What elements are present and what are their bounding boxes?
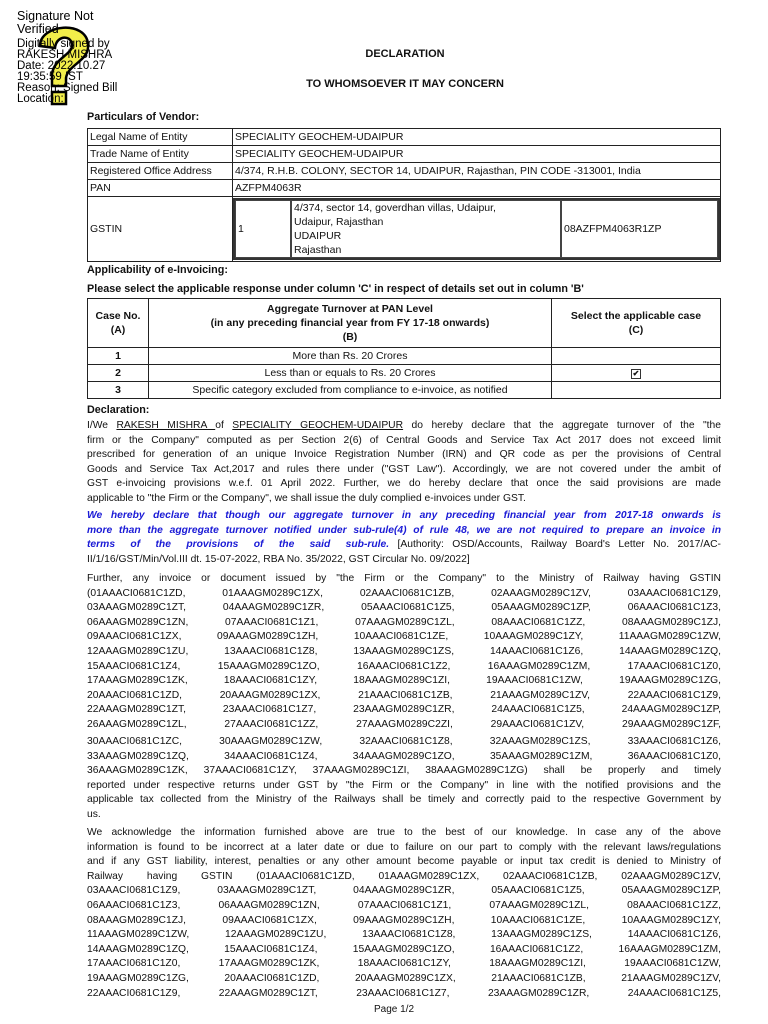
field-label: Legal Name of Entity — [88, 129, 233, 146]
further-paragraph-continued — [87, 735, 721, 823]
text-line: 36AAAGM0289C1ZK, 37AAACI0681C1ZY, 37AAAGM0289C1ZI, 38AAAGM0289C1ZG) shall be properly and timely — [87, 765, 721, 777]
gstin-cell — [233, 197, 721, 262]
blue-declaration-paragraph — [87, 509, 721, 567]
column-header-b: Aggregate Turnover at PAN Level (in any preceding financial year from FY 17-18 onwards) (B) — [149, 299, 552, 348]
text-line: 09AAACI0681C1ZX, 09AAAGM0289C1ZH, 10AAACI0681C1ZE, 10AAAGM0289C1ZY, 11AAAGM0289C1ZW, — [87, 631, 721, 643]
einvoice-heading: Applicability of e-Invoicing: — [87, 264, 228, 276]
text-line: us. — [87, 808, 101, 820]
gstin-inner-table — [233, 198, 720, 260]
page-number: Page 1/2 — [373, 1004, 415, 1015]
field-label: GSTIN — [88, 197, 233, 262]
acknowledge-paragraph — [87, 826, 721, 1001]
text-line: 26AAAGM0289C1ZL, 27AAACI0681C1ZZ, 27AAAGM0289C2ZI, 29AAACI0681C1ZV, 29AAAGM0289C1ZF, — [87, 718, 721, 730]
case-description: Specific category excluded from compliance to e-invoice, as notified — [149, 382, 552, 399]
text-line: 03AAAGM0289C1ZT, 04AAAGM0289C1ZR, 05AAACI0681C1Z5, 05AAAGM0289C1ZP, 06AAACI0681C1Z3, — [87, 602, 721, 614]
document-subtitle: TO WHOMSOEVER IT MAY CONCERN — [306, 78, 504, 90]
signature-line: Digitally signed by — [17, 38, 110, 50]
authority-text: [Authority: OSD/Accounts, Railway Board's Letter No. 2017/AC- — [397, 539, 721, 551]
address-line: 4/374, sector 14, goverdhan villas, Udaipur, — [294, 202, 496, 214]
field-value: AZFPM4063R — [233, 180, 721, 197]
case-description: More than Rs. 20 Crores — [149, 348, 552, 365]
declaration-paragraph — [87, 419, 721, 507]
text-line: 22AAACI0681C1Z9, 22AAAGM0289C1ZT, 23AAACI0681C1Z7, 23AAAGM0289C1ZR, 24AAACI0681C1Z5, — [87, 987, 721, 999]
text-line: 14AAAGM0289C1ZQ, 15AAACI0681C1Z4, 15AAAGM0289C1ZO, 16AAACI0681C1Z2, 16AAAGM0289C1ZM, — [87, 943, 721, 955]
einvoice-instruction: Please select the applicable response under column 'C' in respect of details set out in column 'B' — [87, 283, 584, 295]
checkbox-checked-icon[interactable]: ✔ — [632, 369, 640, 378]
text-line: 20AAACI0681C1ZD, 20AAAGM0289C1ZX, 21AAACI0681C1ZB, 21AAAGM0289C1ZV, 22AAACI0681C1Z9, — [87, 689, 721, 701]
case-select-cell[interactable] — [552, 348, 721, 365]
table-row — [88, 163, 721, 180]
text-line: 03AAACI0681C1Z9, 03AAAGM0289C1ZT, 04AAAGM0289C1ZR, 05AAACI0681C1Z5, 05AAAGM0289C1ZP, — [87, 885, 721, 897]
signature-line: Reason: Signed Bill — [17, 82, 118, 94]
text-line: 33AAAGM0289C1ZQ, 34AAACI0681C1Z4, 34AAAGM0289C1ZO, 35AAAGM0289C1ZM, 36AAACI0681C1Z0, — [87, 750, 721, 762]
digital-signature-block[interactable] — [17, 10, 132, 105]
address-line: UDAIPUR — [294, 230, 342, 242]
field-label: Trade Name of Entity — [88, 146, 233, 163]
declarant-name: RAKESH MISHRA — [116, 420, 216, 431]
text: of — [215, 420, 233, 431]
text-line: firm or the Company" computed as per Section 2(6) of Central Goods and Service Tax Act 2017 does not exceed limit — [87, 434, 721, 446]
case-number: 2 — [88, 365, 149, 382]
address-line: Rajasthan — [294, 244, 342, 256]
text-line: and if any GST liability, interest, penalties or any other amount become payable or input tax credit is denied to Ministry of — [87, 856, 721, 868]
text-line: GST e-invoicing provisions w.e.f. 01 April 2022. Further, we do hereby declare that once the said provisions are made — [87, 478, 721, 490]
text-line: 06AAACI0681C1Z3, 06AAAGM0289C1ZN, 07AAACI0681C1Z1, 07AAAGM0289C1ZL, 08AAACI0681C1ZZ, — [87, 899, 721, 911]
text-line: applicable to "the Firm or the Company", we shall issue the duly complied e-invoices under GST. — [87, 492, 526, 504]
signature-line: Date: 2022.10.27 — [17, 60, 106, 72]
text-line: 11AAAGM0289C1ZW, 12AAAGM0289C1ZU, 13AAACI0681C1Z8, 13AAAGM0289C1ZS, 14AAACI0681C1Z6, — [87, 929, 721, 941]
table-row — [88, 146, 721, 163]
text-line: Goods and Service Tax Act,2017 and rules there under ("GST Law"). Accordingly, we are not covered under the ambit of — [87, 463, 721, 475]
address-line: Udaipur, Rajasthan — [294, 216, 384, 228]
text-line: 15AAACI0681C1Z4, 15AAAGM0289C1ZO, 16AAACI0681C1Z2, 16AAAGM0289C1ZM, 17AAACI0681C1Z0, — [87, 660, 721, 672]
text-line: Further, any invoice or document issued by "the Firm or the Company" to the Ministry of Railway having GSTIN — [87, 573, 721, 584]
text-line: applicable tax collected from the Ministry of the Railways shall be timely and correctly paid to the respective Government by — [87, 794, 721, 806]
table-row — [88, 180, 721, 197]
table-header-row — [88, 299, 721, 348]
text-line: II/1/16/GST/Min/Vol.III dt. 15-07-2022, RBA No. 35/2022, GST Circular No. 09/2022] — [87, 553, 470, 565]
field-value: SPECIALITY GEOCHEM-UDAIPUR — [233, 146, 721, 163]
gstin-serial: 1 — [235, 200, 291, 258]
signature-status: Signature Not — [17, 9, 94, 23]
table-row — [88, 197, 721, 262]
case-number: 1 — [88, 348, 149, 365]
field-value: 4/374, R.H.B. COLONY, SECTOR 14, UDAIPUR, Rajasthan, PIN CODE -313001, India — [233, 163, 721, 180]
column-header-a: Case No. (A) — [88, 299, 149, 348]
text-line: 17AAACI0681C1Z0, 17AAAGM0289C1ZK, 18AAACI0681C1ZY, 18AAAGM0289C1ZI, 19AAACI0681C1ZW, — [87, 958, 721, 970]
entity-name: SPECIALITY GEOCHEM-UDAIPUR — [232, 420, 404, 431]
text-line: 19AAAGM0289C1ZG, 20AAACI0681C1ZD, 20AAAGM0289C1ZX, 21AAACI0681C1ZB, 21AAAGM0289C1ZV, — [87, 972, 721, 984]
text-line: We hereby declare that though our aggregate turnover in any preceding financial year from 2017-18 onwards is — [87, 510, 721, 521]
field-label: Registered Office Address — [88, 163, 233, 180]
signature-line: Location: — [17, 93, 64, 105]
einvoice-table — [87, 298, 721, 399]
table-row — [88, 382, 721, 399]
text-line: reported under respective returns under GST by "the Firm or the Company" in line with the notified provisions and the — [87, 779, 721, 791]
text-line: (01AAACI0681C1ZD, 01AAAGM0289C1ZX, 02AAACI0681C1ZB, 02AAAGM0289C1ZV, 03AAACI0681C1Z9, — [87, 587, 721, 599]
text: do hereby declare that the aggregate turnover of the "the — [403, 420, 721, 431]
text-line: 06AAAGM0289C1ZN, 07AAACI0681C1Z1, 07AAAGM0289C1ZL, 08AAACI0681C1ZZ, 08AAAGM0289C1ZJ, — [87, 616, 721, 628]
text-line: 30AAACI0681C1ZC, 30AAAGM0289C1ZW, 32AAACI0681C1Z8, 32AAAGM0289C1ZS, 33AAACI0681C1Z6, — [87, 736, 721, 747]
declaration-heading: Declaration: — [87, 404, 150, 416]
case-select-cell[interactable] — [552, 365, 721, 382]
signature-line: RAKESH MISHRA — [17, 49, 113, 61]
text-line: more than the aggregate turnover notified under sub-rule(4) of rule 48, we are not required to prepare an invoice in — [87, 524, 721, 536]
gstin-number: 08AZFPM4063R1ZP — [561, 200, 718, 258]
table-row — [88, 129, 721, 146]
table-row — [88, 365, 721, 382]
case-number: 3 — [88, 382, 149, 399]
text-line: 12AAAGM0289C1ZU, 13AAACI0681C1Z8, 13AAAGM0289C1ZS, 14AAACI0681C1Z6, 14AAAGM0289C1ZQ, — [87, 645, 721, 657]
text-line: Railway having GSTIN (01AAACI0681C1ZD, 01AAAGM0289C1ZX, 02AAACI0681C1ZB, 02AAAGM0289C1ZV, — [87, 870, 721, 882]
signature-status-2: Verified — [17, 22, 59, 36]
text: terms of the provisions of the said sub-rule. — [87, 539, 390, 551]
text-line: 22AAAGM0289C1ZT, 23AAACI0681C1Z7, 23AAAGM0289C1ZR, 24AAACI0681C1Z5, 24AAAGM0289C1ZP, — [87, 704, 721, 716]
field-value: SPECIALITY GEOCHEM-UDAIPUR — [233, 129, 721, 146]
text-line: prescribed for generation of an unique Invoice Registration Number (IRN) and QR code as per the provisions of Central — [87, 449, 721, 461]
case-select-cell[interactable] — [552, 382, 721, 399]
text-line: 17AAAGM0289C1ZK, 18AAACI0681C1ZY, 18AAAGM0289C1ZI, 19AAACI0681C1ZW, 19AAAGM0289C1ZG, — [87, 675, 721, 687]
field-label: PAN — [88, 180, 233, 197]
case-description: Less than or equals to Rs. 20 Crores — [149, 365, 552, 382]
signature-line: 19:35:59 IST — [17, 71, 83, 83]
vendor-table — [87, 128, 721, 262]
gstin-address — [291, 200, 561, 258]
document-title: DECLARATION — [365, 48, 445, 60]
text-line: 08AAAGM0289C1ZJ, 09AAACI0681C1ZX, 09AAAGM0289C1ZH, 10AAACI0681C1ZE, 10AAAGM0289C1ZY, — [87, 914, 721, 926]
table-row — [88, 348, 721, 365]
text-line: information is found to be incorrect at a later date or due to failure on our part to comply with the relevant laws/regulations — [87, 841, 721, 853]
column-header-c: Select the applicable case (C) — [552, 299, 721, 348]
vendor-heading: Particulars of Vendor: — [87, 111, 200, 123]
further-paragraph — [87, 572, 721, 733]
text-line: We acknowledge the information furnished above are true to the best of our knowledge. In case any of the above — [87, 827, 721, 838]
text: I/We — [87, 420, 117, 431]
